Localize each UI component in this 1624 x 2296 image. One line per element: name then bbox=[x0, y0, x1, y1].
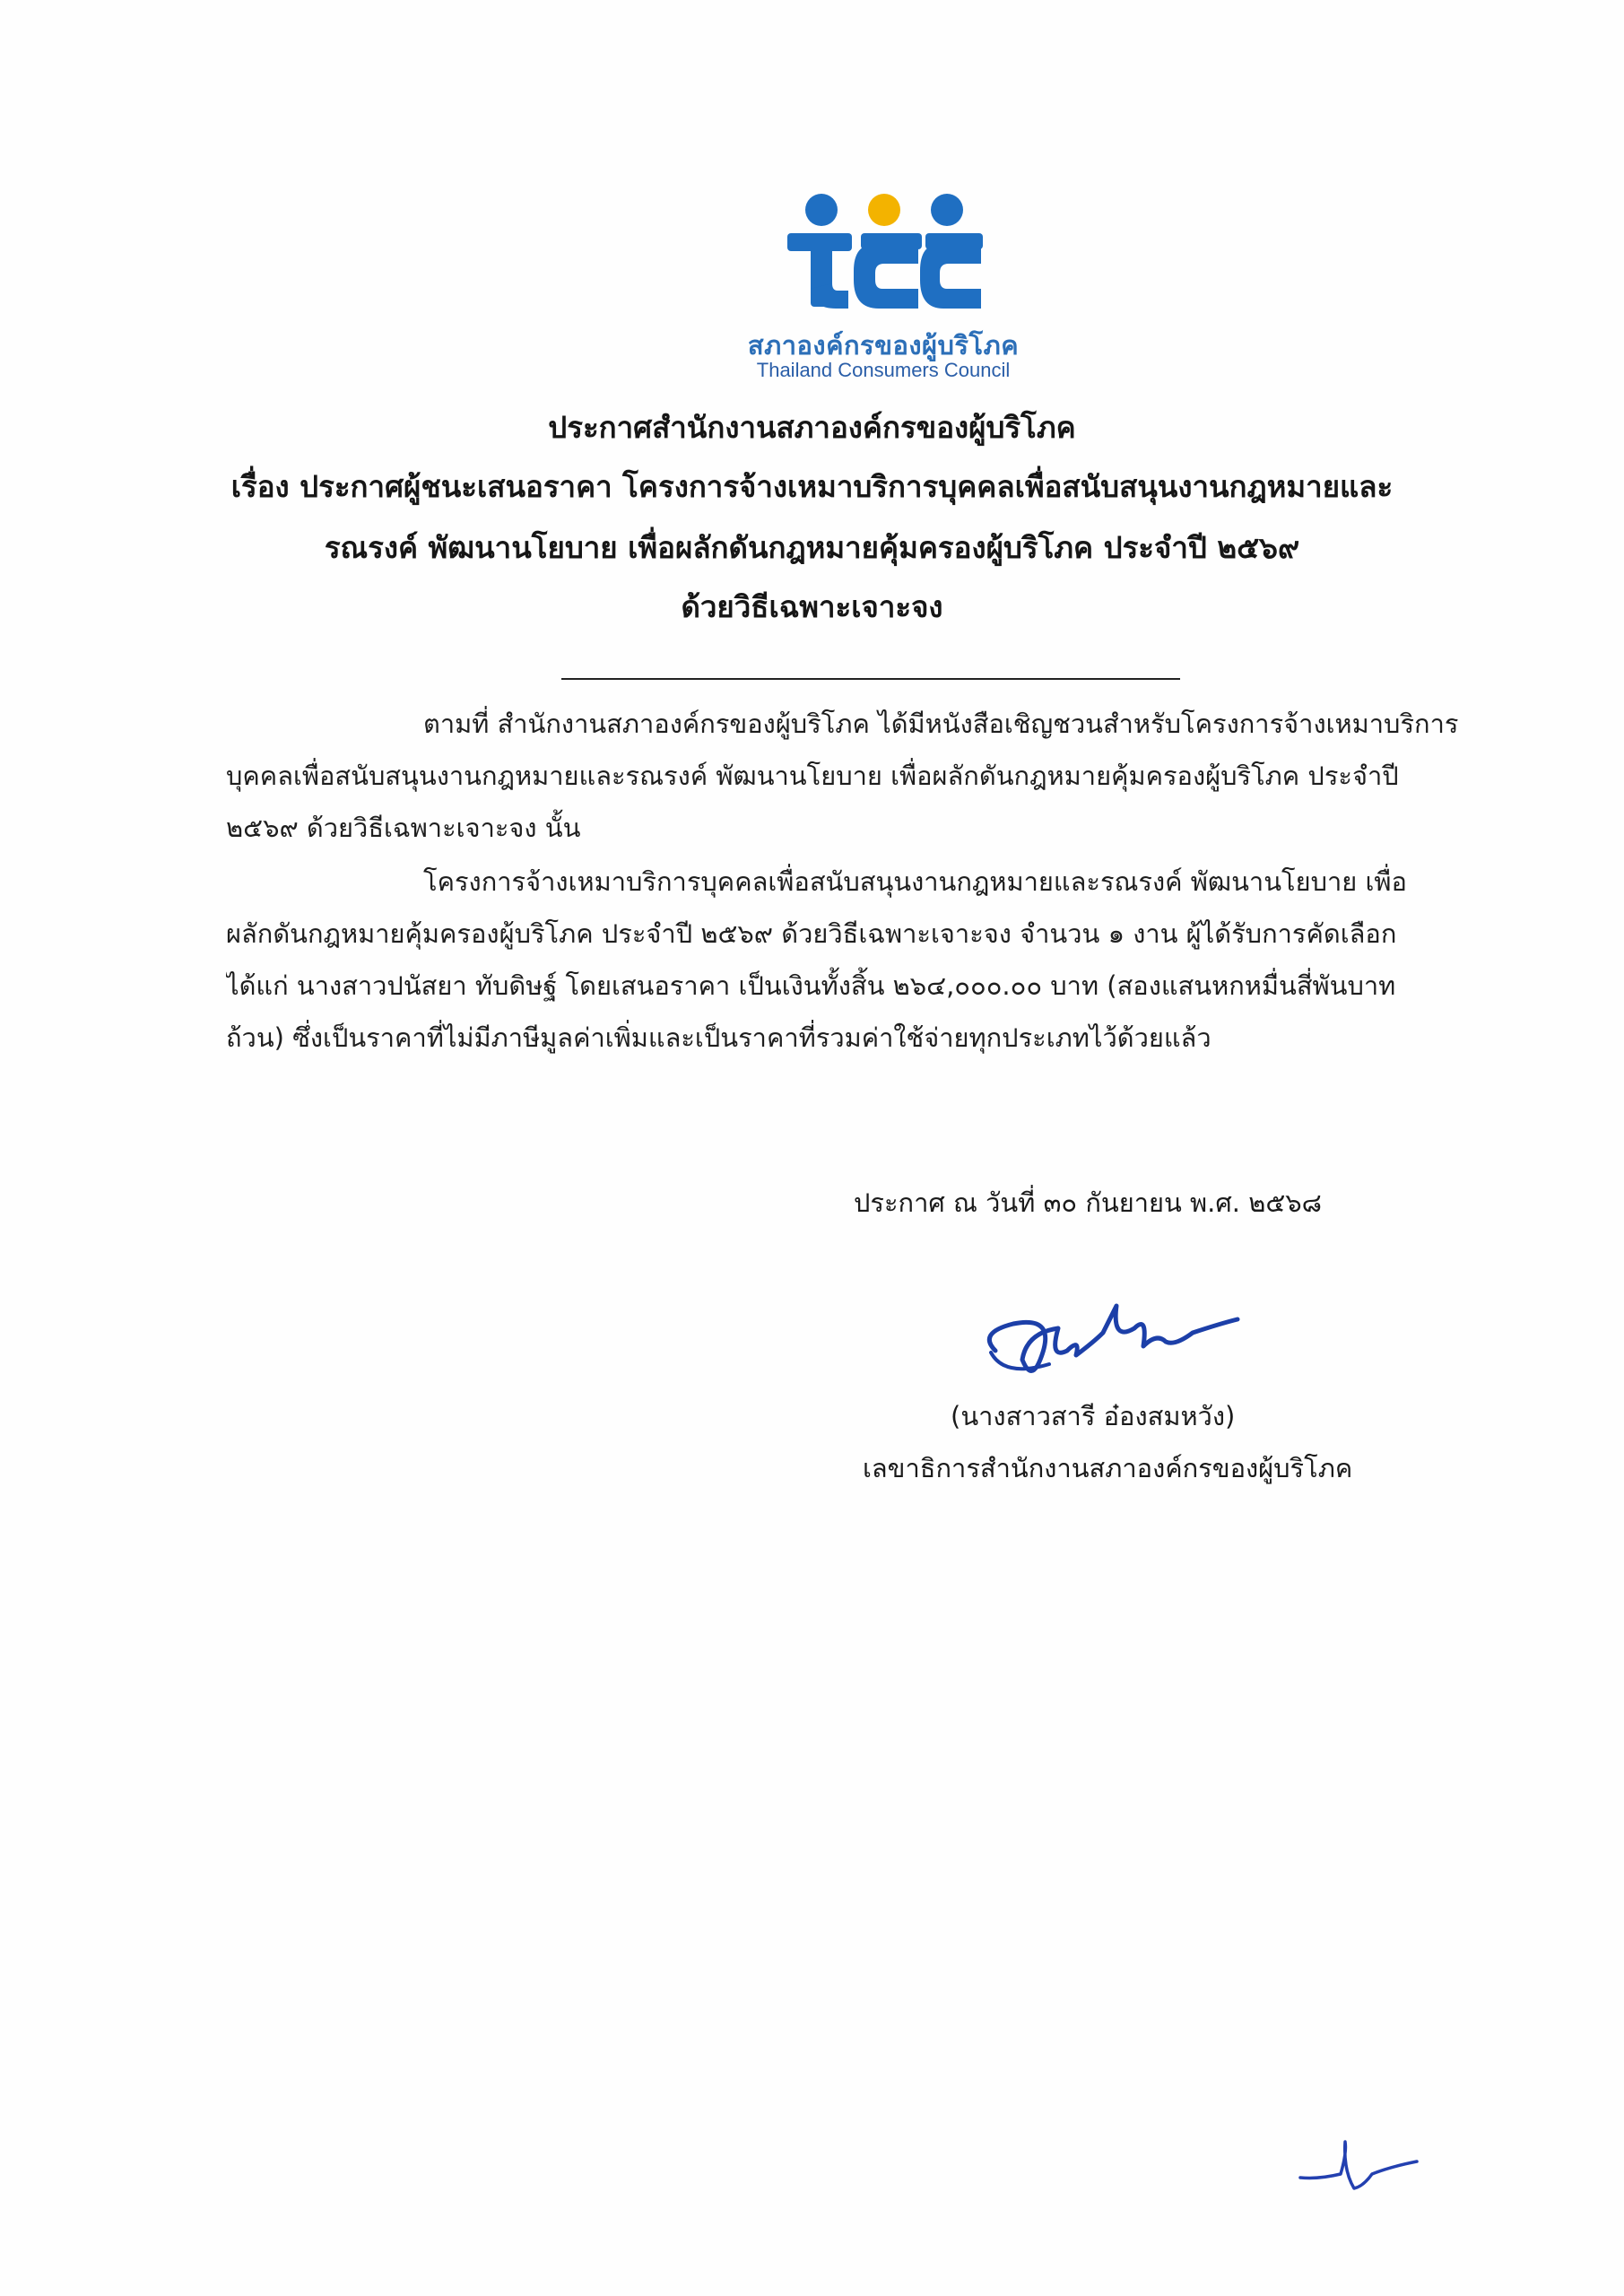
announcement-title: ประกาศสำนักงานสภาองค์กรของผู้บริโภค bbox=[548, 410, 1076, 445]
title-divider bbox=[561, 678, 1180, 680]
tcc-logo bbox=[735, 190, 1031, 383]
signer-title: เลขาธิการสำนักงานสภาองค์กรของผู้บริโภค bbox=[863, 1453, 1353, 1483]
paragraph-1-line: ๒๕๖๙ ด้วยวิธีเฉพาะเจาะจง นั้น bbox=[226, 813, 581, 843]
paragraph-1-line: บุคคลเพื่อสนับสนุนงานกฎหมายและรณรงค์ พัฒนานโยบาย เพื่อผลักดันกฎหมายคุ้มครองผู้บริโภค ประจำปี bbox=[226, 761, 1399, 791]
announcement-subject-line-2: รณรงค์ พัฒนานโยบาย เพื่อผลักดันกฎหมายคุ้มครองผู้บริโภค ประจำปี ๒๕๖๙ bbox=[324, 530, 1300, 565]
announcement-subject-line-1: เรื่อง ประกาศผู้ชนะเสนอราคา โครงการจ้างเหมาบริการบุคคลเพื่อสนับสนุนงานกฎหมายและ bbox=[230, 469, 1394, 504]
tcc-logo-mark-icon bbox=[786, 190, 983, 325]
logo-name-english: Thailand Consumers Council bbox=[756, 359, 1011, 381]
handwritten-signature bbox=[977, 1297, 1255, 1399]
logo-name-thai: สภาองค์กรของผู้บริโภค bbox=[747, 330, 1020, 361]
paragraph-1-line: ตามที่ สำนักงานสภาองค์กรของผู้บริโภค ได้มีหนังสือเชิญชวนสำหรับโครงการจ้างเหมาบริการ bbox=[423, 709, 1459, 739]
paragraph-2-line: โครงการจ้างเหมาบริการบุคคลเพื่อสนับสนุนงานกฎหมายและรณรงค์ พัฒนานโยบาย เพื่อ bbox=[423, 866, 1407, 897]
announcement-date: ประกาศ ณ วันที่ ๓๐ กันยายน พ.ศ. ๒๕๖๘ bbox=[854, 1187, 1323, 1218]
paragraph-2-line: ผลักดันกฎหมายคุ้มครองผู้บริโภค ประจำปี ๒๕๖๙ ด้วยวิธีเฉพาะเจาะจง จำนวน ๑ งาน ผู้ได้รับการคัดเลือก bbox=[226, 918, 1397, 949]
initial-signature-mark bbox=[1291, 2135, 1426, 2201]
paragraph-2-line: ถ้วน) ซึ่งเป็นราคาที่ไม่มีภาษีมูลค่าเพิ่มและเป็นราคาที่รวมค่าใช้จ่ายทุกประเภทไว้ด้วยแล้ว bbox=[226, 1022, 1211, 1053]
signer-name: (นางสาวสารี อ๋องสมหวัง) bbox=[951, 1401, 1236, 1431]
paragraph-2-line: ได้แก่ นางสาวปนัสยา ทับดิษฐ์ โดยเสนอราคา เป็นเงินทั้งสิ้น ๒๖๔,๐๐๐.๐๐ บาท (สองแสนหกหมื่นสี่พันบาท bbox=[226, 970, 1396, 1001]
announcement-subject-line-3: ด้วยวิธีเฉพาะเจาะจง bbox=[681, 589, 943, 624]
